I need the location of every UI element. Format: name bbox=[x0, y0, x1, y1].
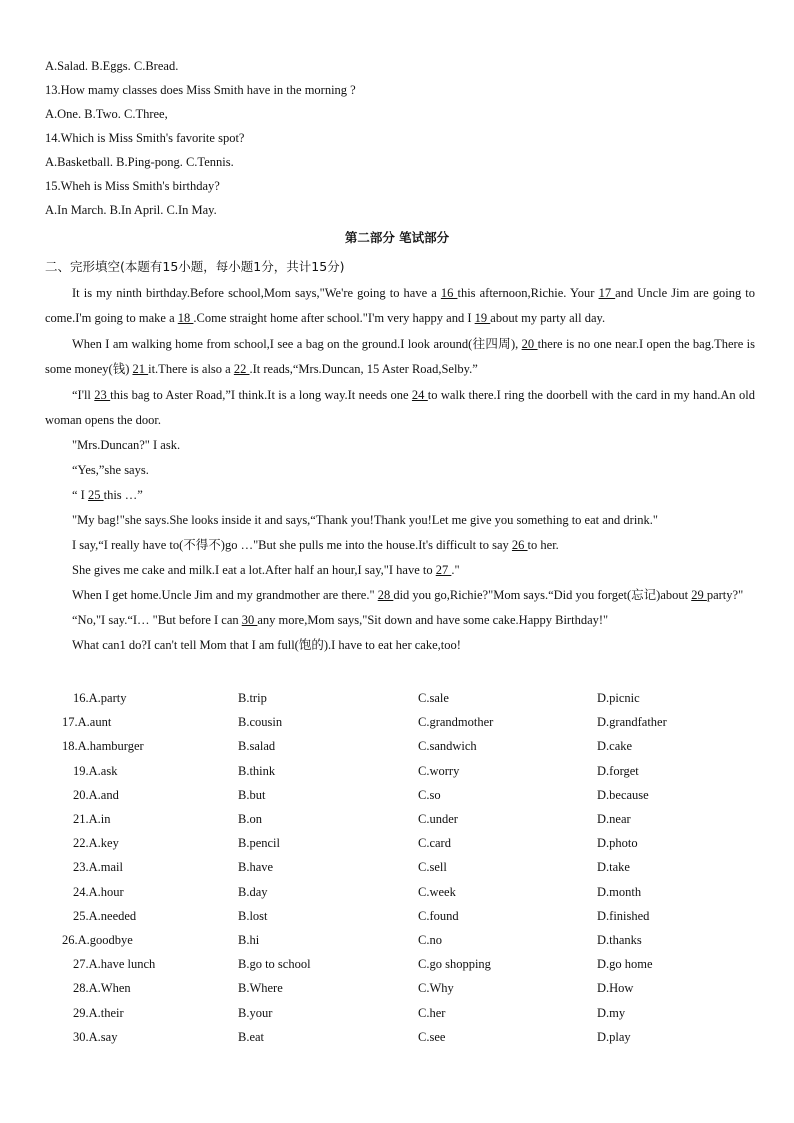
blank-29: 29 bbox=[691, 588, 707, 602]
option-row bbox=[0, 909, 794, 929]
passage-paragraph-6: “ I 25 this …” bbox=[72, 488, 143, 502]
q13-options: A.One. B.Two. C.Three, bbox=[45, 107, 168, 121]
option-c: C.found bbox=[418, 908, 459, 923]
passage-paragraph-10: When I get home.Uncle Jim and my grandmother are there." 28 did you go,Richie?"Mom says.“Did you forget(忘记)about 29 party?" bbox=[72, 588, 744, 602]
option-b: B.hi bbox=[238, 933, 260, 947]
option-a: 24.A.hour bbox=[73, 884, 124, 899]
option-row bbox=[0, 691, 794, 711]
blank-26: 26 bbox=[511, 538, 528, 552]
option-c: C.sell bbox=[418, 860, 447, 875]
option-b: B.pencil bbox=[238, 836, 281, 851]
q14-options: A.Basketball. B.Ping-pong. C.Tennis. bbox=[45, 155, 234, 169]
q15-options: A.In March. B.In April. C.In May. bbox=[45, 203, 217, 217]
option-c: C.so bbox=[418, 787, 441, 802]
blank-30: 30 bbox=[241, 613, 258, 627]
option-b: B.but bbox=[238, 787, 266, 802]
option-row bbox=[0, 860, 794, 880]
option-b: B.lost bbox=[238, 908, 268, 923]
part-title: 第二部分 笔试部分 bbox=[344, 230, 450, 245]
option-row bbox=[0, 933, 794, 953]
passage-paragraph-1: It is my ninth birthday.Before school,Mom says,"We're going to have a 16 this afternoon,Richie. Your 17 and Uncle Jim are going to come.I'm going to make a 18 .Come straight home after school."I'm very happy and I 19 about my party all day. bbox=[45, 286, 756, 325]
option-d: D.picnic bbox=[597, 691, 640, 705]
option-d: D.month bbox=[597, 884, 642, 899]
blank-17: 17 bbox=[598, 286, 616, 300]
section-heading: 二、完形填空(本题有15小题，每小题1分，共计15分) bbox=[45, 259, 345, 274]
passage bbox=[45, 281, 755, 658]
option-d: D.because bbox=[597, 787, 649, 802]
option-c: C.card bbox=[418, 836, 451, 851]
blank-16: 16 bbox=[440, 286, 458, 300]
option-d: D.grandfather bbox=[597, 715, 667, 730]
option-a: 23.A.mail bbox=[73, 860, 123, 875]
option-d: D.finished bbox=[597, 908, 650, 923]
option-a: 27.A.have lunch bbox=[73, 957, 156, 972]
option-b: B.trip bbox=[238, 691, 267, 705]
option-d: D.my bbox=[597, 1005, 626, 1020]
option-d: D.thanks bbox=[597, 933, 642, 947]
option-row bbox=[0, 764, 794, 784]
passage-paragraph-9: She gives me cake and milk.I eat a lot.After half an hour,I say,"I have to 27 ." bbox=[72, 563, 460, 577]
option-a: 17.A.aunt bbox=[62, 715, 112, 730]
option-row bbox=[0, 788, 794, 808]
passage-paragraph-3: “I'll 23 this bag to Aster Road,”I think.It is a long way.It needs one 24 to walk there.I ring the doorbell with the card in my hand.An old woman opens the door. bbox=[45, 388, 755, 427]
passage-paragraph-12: What can1 do?I can't tell Mom that I am full(饱的).I have to eat her cake,too! bbox=[72, 638, 461, 652]
option-b: B.salad bbox=[238, 739, 276, 754]
passage-paragraph-7: "My bag!"she says.She looks inside it and says,“Thank you!Thank you!Let me give you something to eat and drink." bbox=[72, 513, 659, 527]
blank-22: 22 bbox=[233, 362, 250, 376]
option-b: B.think bbox=[238, 763, 276, 778]
option-d: D.photo bbox=[597, 836, 638, 851]
option-row bbox=[0, 885, 794, 905]
option-a: 18.A.hamburger bbox=[62, 739, 144, 754]
blank-25: 25 bbox=[87, 488, 104, 502]
option-a: 22.A.key bbox=[73, 836, 119, 851]
passage-paragraph-5: “Yes,”she says. bbox=[72, 463, 149, 477]
option-row bbox=[0, 812, 794, 832]
option-a: 28.A.When bbox=[73, 981, 131, 996]
option-c: C.Why bbox=[418, 981, 454, 996]
blank-28: 28 bbox=[377, 588, 394, 602]
option-row bbox=[0, 739, 794, 759]
option-d: D.go home bbox=[597, 957, 653, 972]
option-c: C.worry bbox=[418, 763, 460, 778]
option-a: 20.A.and bbox=[73, 787, 119, 802]
passage-paragraph-8: I say,“I really have to(不得不)go …"But she pulls me into the house.It's difficult to say 26 to her. bbox=[72, 538, 559, 552]
option-row bbox=[0, 715, 794, 735]
option-a: 25.A.needed bbox=[73, 908, 137, 923]
q14-question: 14.Which is Miss Smith's favorite spot? bbox=[45, 131, 245, 145]
option-b: B.have bbox=[238, 860, 274, 875]
blank-27: 27 bbox=[435, 563, 452, 577]
option-b: B.eat bbox=[238, 1029, 265, 1044]
option-d: D.near bbox=[597, 812, 631, 826]
option-row bbox=[0, 981, 794, 1001]
option-b: B.day bbox=[238, 884, 268, 899]
option-d: D.How bbox=[597, 981, 634, 996]
option-a: 21.A.in bbox=[73, 812, 111, 826]
passage-paragraph-11: “No,"I say.“I… "But before I can 30 any more,Mom says,"Sit down and have some cake.Happy Birthday!" bbox=[72, 613, 609, 627]
blank-18: 18 bbox=[177, 311, 194, 325]
q12-options: A.Salad. B.Eggs. C.Bread. bbox=[45, 59, 179, 73]
option-c: C.her bbox=[418, 1005, 446, 1020]
option-row bbox=[0, 1006, 794, 1026]
option-b: B.on bbox=[238, 812, 262, 826]
option-a: 16.A.party bbox=[73, 691, 127, 705]
blank-21: 21 bbox=[132, 362, 149, 376]
q13-question: 13.How mamy classes does Miss Smith have in the morning ? bbox=[45, 83, 356, 97]
option-c: C.under bbox=[418, 812, 458, 826]
option-d: D.cake bbox=[597, 739, 633, 754]
option-a: 30.A.say bbox=[73, 1029, 118, 1044]
option-d: D.play bbox=[597, 1029, 631, 1044]
option-c: C.week bbox=[418, 884, 456, 899]
blank-24: 24 bbox=[411, 388, 428, 402]
option-b: B.Where bbox=[238, 981, 283, 996]
option-c: C.sale bbox=[418, 691, 449, 705]
blank-23: 23 bbox=[94, 388, 111, 402]
option-row bbox=[0, 836, 794, 856]
blank-19: 19 bbox=[474, 311, 491, 325]
option-d: D.forget bbox=[597, 763, 639, 778]
option-c: C.no bbox=[418, 933, 442, 947]
passage-paragraph-4: "Mrs.Duncan?" I ask. bbox=[72, 438, 181, 452]
q15-question: 15.Wheh is Miss Smith's birthday? bbox=[45, 179, 220, 193]
option-d: D.take bbox=[597, 860, 630, 875]
option-a: 26.A.goodbye bbox=[62, 933, 133, 947]
passage-paragraph-2: When I am walking home from school,I see a bag on the ground.I look around(往四周), 20 there is no one near.I open the bag.There is some money(钱) 21 it.There is also a 22 .It reads,“Mrs.Duncan, 15 Aster Road,Selby.” bbox=[45, 337, 755, 376]
option-b: B.your bbox=[238, 1005, 273, 1020]
option-row bbox=[0, 1030, 794, 1050]
option-b: B.cousin bbox=[238, 715, 283, 730]
option-c: C.grandmother bbox=[418, 715, 494, 730]
option-c: C.go shopping bbox=[418, 957, 491, 972]
blank-20: 20 bbox=[521, 337, 538, 351]
option-c: C.sandwich bbox=[418, 739, 477, 754]
option-b: B.go to school bbox=[238, 957, 311, 972]
option-c: C.see bbox=[418, 1029, 446, 1044]
option-a: 19.A.ask bbox=[73, 763, 118, 778]
option-a: 29.A.their bbox=[73, 1005, 124, 1020]
option-row bbox=[0, 957, 794, 977]
